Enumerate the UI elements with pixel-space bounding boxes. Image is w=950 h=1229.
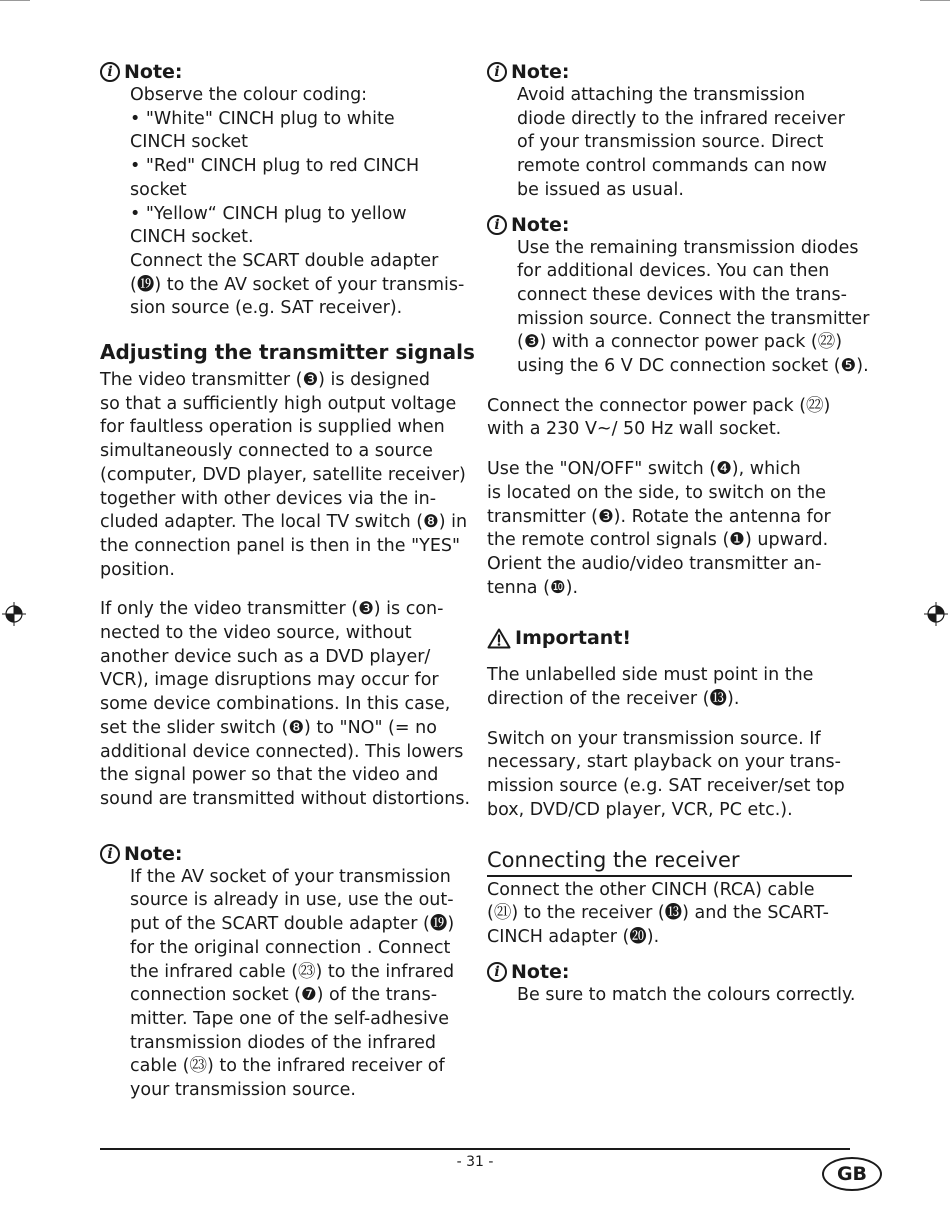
note-title: Note: — [124, 842, 183, 865]
text-line: your transmission source. — [130, 1080, 356, 1101]
page-number: - 31 - — [456, 1154, 494, 1170]
note-body — [100, 84, 465, 321]
text-line: The video transmitter (❸) is designed — [100, 370, 430, 391]
footer-rule — [100, 1148, 850, 1150]
text-line: mission source. Connect the transmitter — [517, 308, 870, 329]
text-line: Connect the SCART double adapter — [130, 250, 439, 271]
note-block — [487, 60, 852, 203]
note-heading — [100, 60, 460, 84]
text-line: Connect the other CINCH (RCA) cable — [487, 879, 815, 900]
text-line: Connect the connector power pack (㉒) — [487, 395, 831, 416]
paragraph — [487, 728, 852, 823]
text-line: diode directly to the infrared receiver — [517, 108, 845, 129]
section-heading: Adjusting the transmitter signals — [100, 340, 475, 365]
text-line: (❸) with a connector power pack (㉒) — [517, 332, 843, 353]
note-block — [100, 842, 460, 1103]
note-body — [100, 866, 460, 1103]
text-line: source is already in use, use the out- — [130, 890, 454, 911]
text-line: • "Red" CINCH plug to red CINCH — [130, 156, 420, 177]
important-title: Important! — [515, 627, 632, 650]
text-line: using the 6 V DC connection socket (❺). — [517, 356, 869, 377]
info-icon: i — [100, 844, 120, 864]
paragraph — [487, 664, 852, 711]
text-line: CINCH socket. — [130, 227, 254, 248]
text-line: the signal power so that the video and — [100, 765, 439, 786]
heading-underline — [487, 875, 852, 877]
paragraph — [487, 395, 852, 442]
registration-mark-icon — [924, 602, 948, 626]
text-line: is located on the side, to switch on the — [487, 482, 827, 503]
text-line: another device such as a DVD player/ — [100, 646, 431, 667]
text-line: put of the SCART double adapter (⓳) — [130, 914, 455, 935]
info-icon: i — [487, 962, 507, 982]
text-line: Use the "ON/OFF" switch (❹), which — [487, 459, 801, 480]
text-line: the connection panel is then in the "YES" — [100, 535, 461, 556]
text-line: nected to the video source, without — [100, 623, 412, 644]
text-line: CINCH adapter (⓴). — [487, 926, 660, 947]
text-line: for the original connection . Connect — [130, 937, 451, 958]
text-line: the infrared cable (㉓) to the infrared — [130, 961, 455, 982]
note-body — [487, 84, 852, 203]
text-line: Observe the colour coding: — [130, 85, 368, 105]
paragraph — [100, 598, 471, 811]
note-block — [487, 960, 856, 1008]
trim-line-left — [0, 0, 30, 1]
note-title: Note: — [511, 61, 570, 83]
text-line: connection socket (❼) of the trans- — [130, 985, 438, 1006]
text-line: together with other devices via the in- — [100, 488, 437, 509]
language-badge: GB — [822, 1157, 882, 1191]
text-line: Orient the audio/video transmitter an- — [487, 553, 822, 574]
note-title: Note: — [511, 960, 570, 983]
text-line: socket — [130, 179, 187, 200]
text-line: box, DVD/CD player, VCR, PC etc.). — [487, 799, 793, 820]
text-line: the remote control signals (❶) upward. — [487, 530, 829, 551]
text-line: Avoid attaching the transmission — [517, 85, 806, 105]
note-heading — [487, 213, 852, 237]
text-line: • "White" CINCH plug to white — [130, 108, 395, 129]
warning-icon — [487, 628, 511, 649]
text-line: set the slider switch (❽) to "NO" (= no — [100, 717, 437, 738]
text-line: Be sure to match the colours correctly. — [517, 984, 856, 1005]
text-line: • "Yellow“ CINCH plug to yellow — [130, 203, 407, 224]
registration-mark-icon — [2, 602, 26, 626]
paragraph — [487, 879, 852, 950]
note-title: Note: — [511, 213, 570, 236]
text-line: (computer, DVD player, satellite receiver) — [100, 464, 466, 485]
note-heading — [487, 60, 852, 84]
text-line: If only the video transmitter (❸) is con- — [100, 599, 444, 620]
text-line: If the AV socket of your transmission — [130, 866, 451, 887]
note-body — [487, 984, 856, 1008]
info-icon: i — [487, 215, 507, 235]
text-line: remote control commands can now — [517, 156, 827, 177]
text-line: direction of the receiver (⓭). — [487, 689, 740, 710]
text-line: be issued as usual. — [517, 179, 684, 200]
paragraph — [487, 458, 852, 600]
note-heading — [487, 960, 852, 984]
text-line: sound are transmitted without distortions. — [100, 788, 471, 809]
text-line: Switch on your transmission source. If — [487, 728, 821, 749]
text-line: transmitter (❸). Rotate the antenna for — [487, 506, 831, 527]
note-title: Note: — [124, 61, 183, 83]
text-line: some device combinations. In this case, — [100, 694, 451, 715]
info-icon: i — [100, 62, 120, 82]
text-line: for faultless operation is supplied when — [100, 417, 445, 438]
text-line: position. — [100, 559, 175, 580]
text-line: The unlabelled side must point in the — [487, 665, 814, 686]
text-line: additional device connected). This lowers — [100, 741, 464, 762]
note-heading — [100, 842, 460, 866]
right-column — [487, 60, 870, 1007]
note-body — [487, 237, 870, 379]
trim-line-right — [920, 0, 950, 1]
text-line: Use the remaining transmission diodes — [517, 237, 859, 258]
text-line: with a 230 V~/ 50 Hz wall socket. — [487, 419, 782, 440]
text-line: VCR), image disruptions may occur for — [100, 670, 439, 691]
text-line: mitter. Tape one of the self-adhesive — [130, 1008, 449, 1029]
text-line: necessary, start playback on your trans- — [487, 752, 841, 773]
text-line: (㉑) to the receiver (⓭) and the SCART- — [487, 903, 829, 924]
text-line: so that a sufficiently high output voltage — [100, 393, 457, 414]
note-block — [487, 213, 870, 379]
text-line: connect these devices with the trans- — [517, 284, 847, 305]
text-line: cluded adapter. The local TV switch (❽) in — [100, 512, 468, 533]
left-column — [100, 60, 475, 1103]
important-heading — [487, 626, 852, 650]
text-line: transmission diodes of the infrared — [130, 1032, 437, 1053]
section-heading: Connecting the receiver — [487, 847, 740, 872]
info-icon: i — [487, 62, 507, 82]
text-line: cable (㉓) to the infrared receiver of — [130, 1056, 445, 1077]
text-line: sion source (e.g. SAT receiver). — [130, 298, 403, 319]
text-line: tenna (❿). — [487, 577, 579, 598]
text-line: CINCH socket — [130, 132, 248, 153]
text-line: (⓳) to the AV socket of your transmis- — [130, 274, 465, 295]
text-line: mission source (e.g. SAT receiver/set top — [487, 776, 845, 797]
text-line: of your transmission source. Direct — [517, 132, 824, 153]
text-line: simultaneously connected to a source — [100, 441, 433, 462]
paragraph — [100, 369, 468, 582]
text-line: for additional devices. You can then — [517, 261, 830, 282]
note-block — [100, 60, 465, 321]
